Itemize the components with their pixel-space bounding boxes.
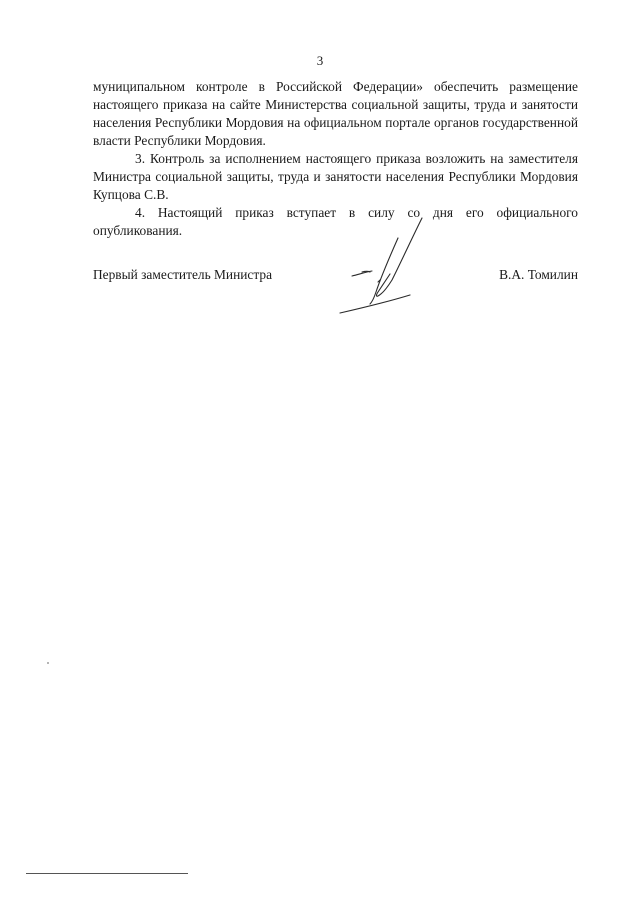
margin-mark bbox=[47, 662, 49, 664]
paragraph-item-3: 3. Контроль за исполнением настоящего приказа возложить на заместителя Министра социальной защиты, труда и занятости населения Республики Мордовия Купцова С.В. bbox=[93, 151, 578, 202]
page-number: 3 bbox=[316, 53, 324, 68]
paragraph-item-4: 4. Настоящий приказ вступает в силу со дня его официального опубликования. bbox=[93, 205, 578, 238]
footer-rule bbox=[26, 873, 188, 874]
signer-name: В.А. Томилин bbox=[499, 267, 578, 282]
paragraph-continuation: муниципальном контроле в Российской Федерации» обеспечить размещение настоящего приказа на сайте Министерства социальной защиты, труда и занятости населения Республики Мордовия на официальном портале органов государственной власти Республики Мордовия. bbox=[93, 79, 578, 148]
signer-title: Первый заместитель Министра bbox=[93, 267, 273, 282]
handwritten-signature bbox=[332, 216, 442, 320]
